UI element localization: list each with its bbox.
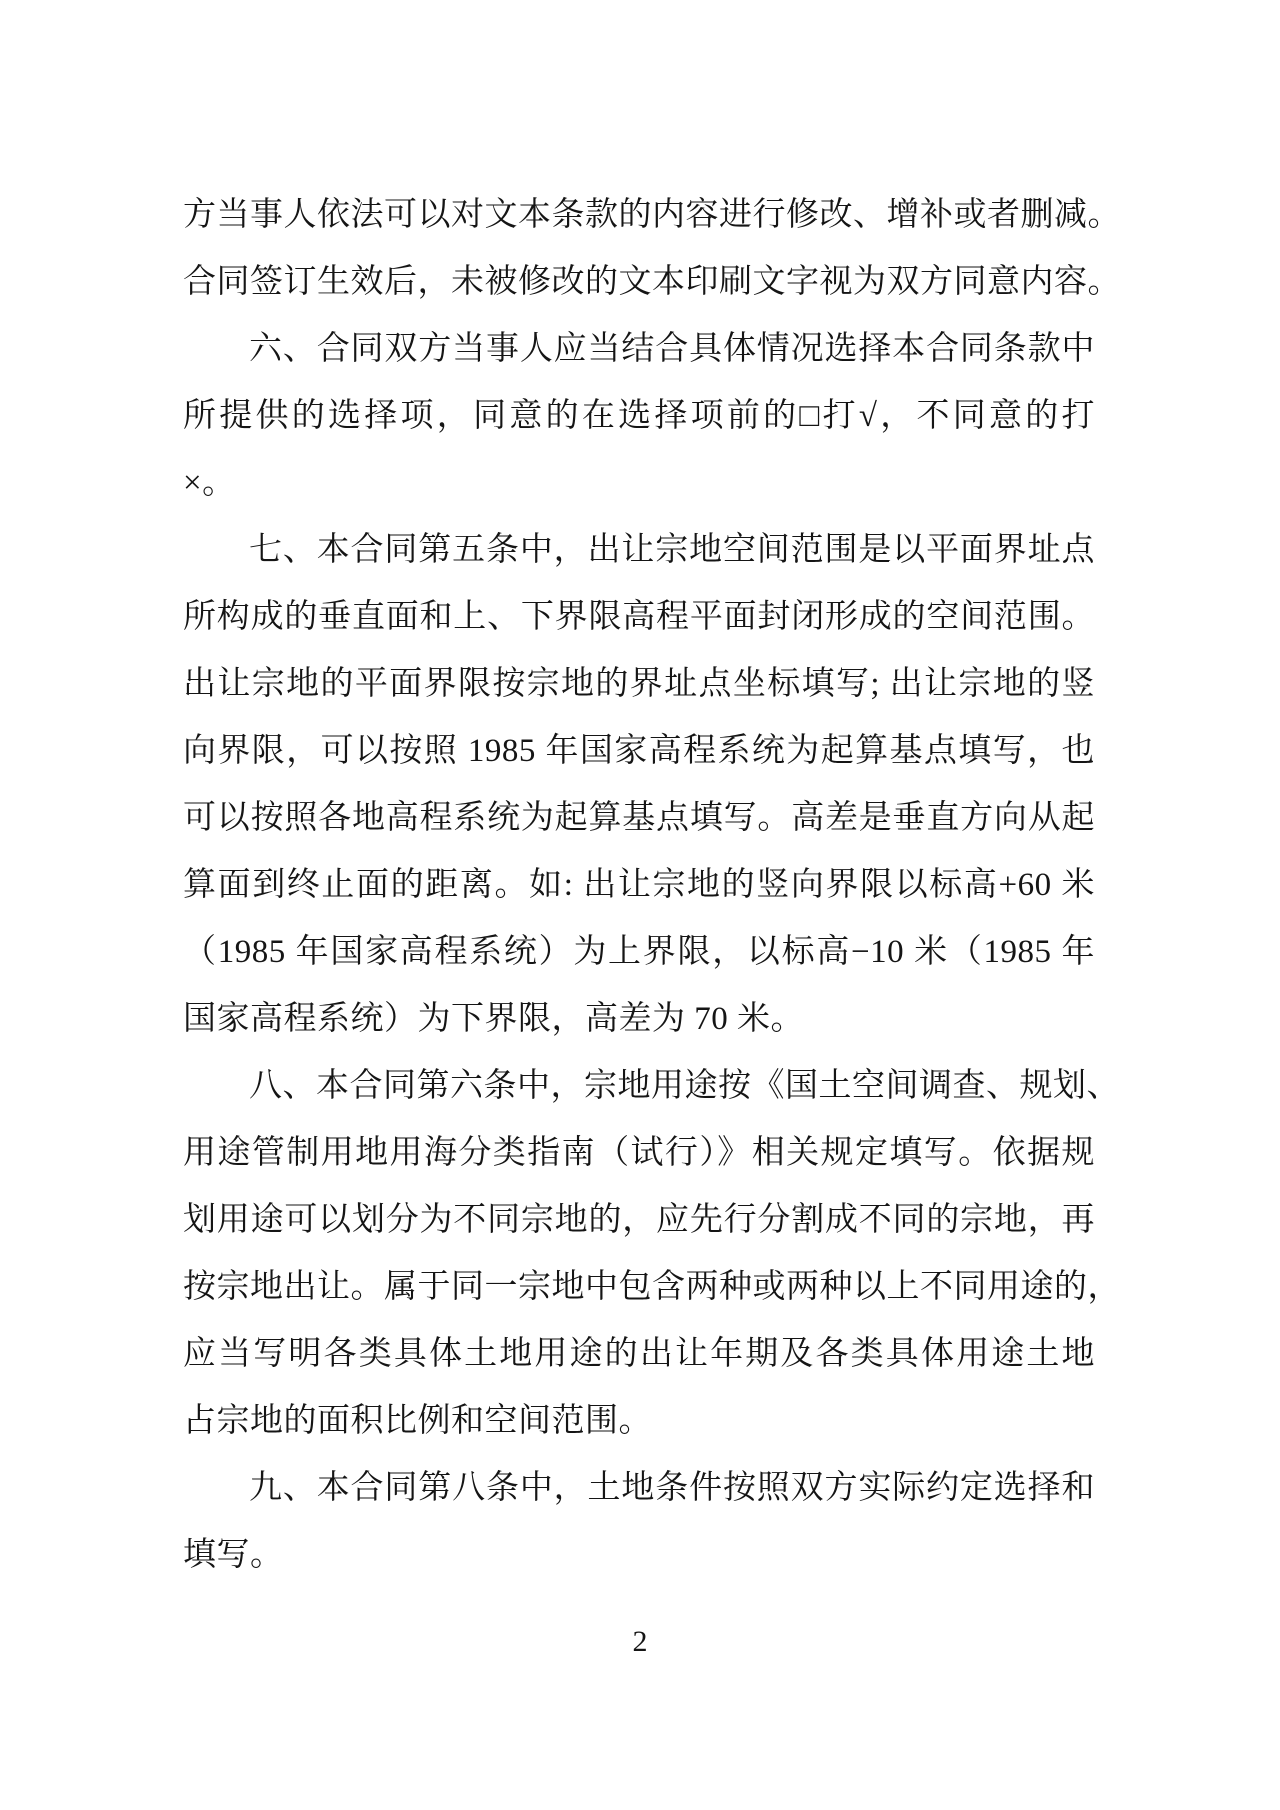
contract-notes-text bbox=[183, 182, 1121, 1589]
text-line: 用途管制用地用海分类指南（试行）》相关规定填写。依据规 bbox=[183, 1135, 1095, 1171]
text-line: 划用途可以划分为不同宗地的，应先行分割成不同的宗地，再 bbox=[183, 1202, 1095, 1238]
text-line: 九、本合同第八条中，土地条件按照双方实际约定选择和 bbox=[249, 1470, 1095, 1506]
text-line: 六、合同双方当事人应当结合具体情况选择本合同条款中 bbox=[249, 331, 1095, 367]
text-line: 应当写明各类具体土地用途的出让年期及各类具体用途土地 bbox=[183, 1336, 1095, 1372]
page-number: 2 bbox=[632, 1625, 648, 1658]
text-line: 出让宗地的平面界限按宗地的界址点坐标填写; 出让宗地的竖 bbox=[183, 666, 1095, 702]
text-line: 向界限，可以按照 1985 年国家高程系统为起算基点填写，也 bbox=[183, 733, 1095, 769]
text-line: 可以按照各地高程系统为起算基点填写。高差是垂直方向从起 bbox=[183, 800, 1095, 836]
text-line: 方当事人依法可以对文本条款的内容进行修改、增补或者删减。 bbox=[183, 197, 1121, 233]
text-line: 合同签订生效后，未被修改的文本印刷文字视为双方同意内容。 bbox=[183, 264, 1121, 300]
text-line: 八、本合同第六条中，宗地用途按《国土空间调查、规划、 bbox=[249, 1068, 1120, 1104]
text-line: 按宗地出让。属于同一宗地中包含两种或两种以上不同用途的， bbox=[183, 1269, 1121, 1305]
text-line: 填写。 bbox=[183, 1537, 284, 1573]
text-line: 七、本合同第五条中，出让宗地空间范围是以平面界址点 bbox=[249, 532, 1095, 568]
text-line: 所构成的垂直面和上、下界限高程平面封闭形成的空间范围。 bbox=[183, 599, 1095, 635]
text-line: 国家高程系统）为下界限，高差为 70 米。 bbox=[183, 1001, 804, 1037]
text-line: 占宗地的面积比例和空间范围。 bbox=[183, 1403, 652, 1439]
text-line: 所提供的选择项，同意的在选择项前的□打√，不同意的打 bbox=[183, 398, 1095, 434]
text-line: ×。 bbox=[183, 465, 236, 501]
text-line: 算面到终止面的距离。如: 出让宗地的竖向界限以标高+60 米 bbox=[183, 867, 1095, 903]
text-line: （1985 年国家高程系统）为上界限，以标高−10 米（1985 年 bbox=[183, 934, 1095, 970]
